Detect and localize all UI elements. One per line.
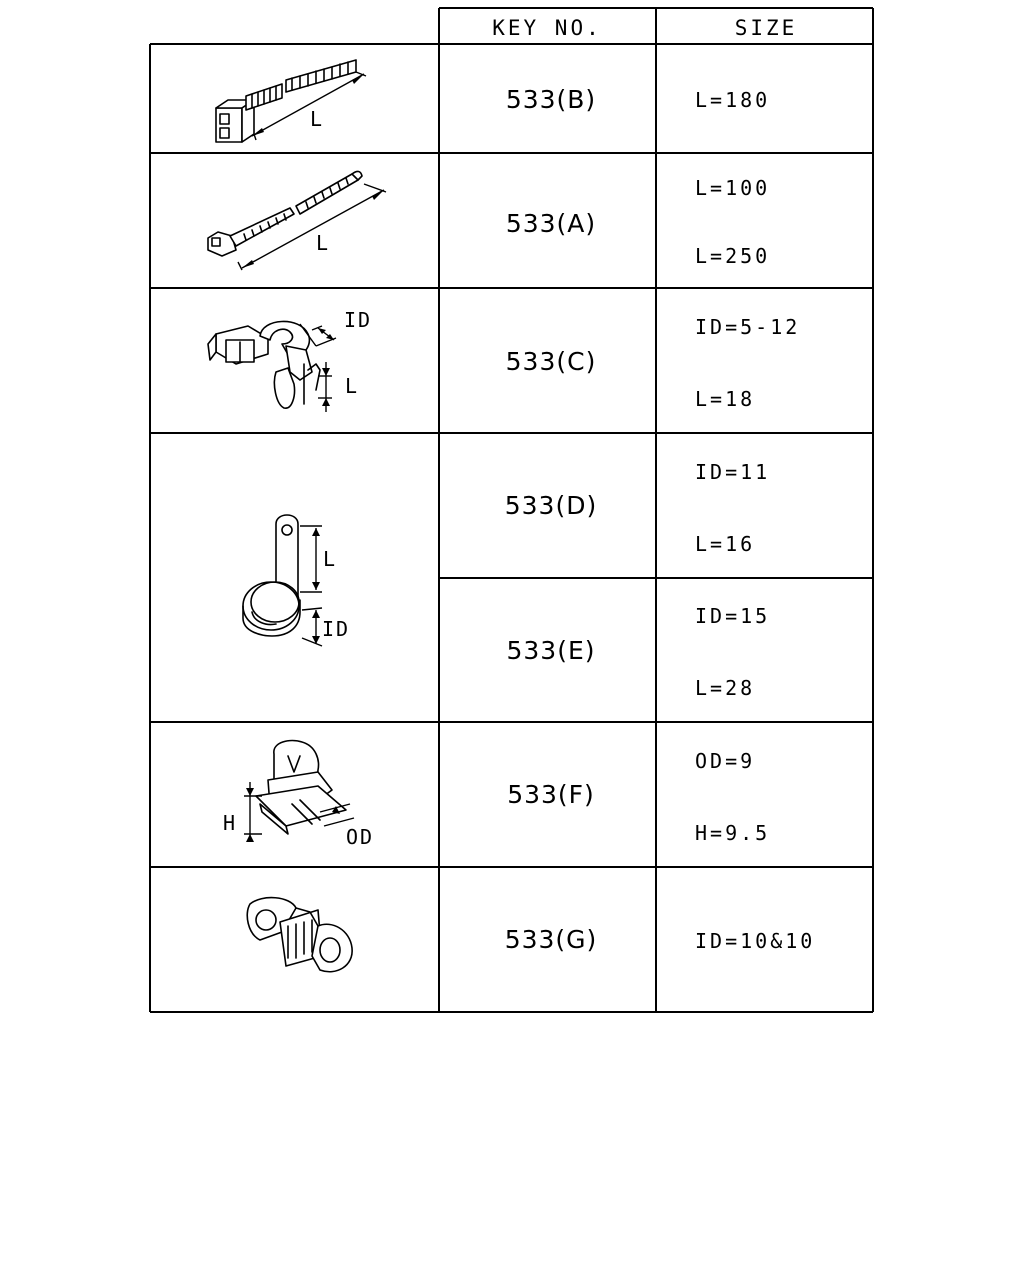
size-533b-l: L=180: [695, 88, 771, 112]
size-533a-l1: L=100: [695, 176, 771, 200]
dimension-label-l-clamp: L: [323, 547, 338, 571]
size-533e-l: L=28: [695, 676, 756, 700]
header-size: SIZE: [734, 16, 798, 40]
key-no-533g: 533(G): [504, 925, 598, 954]
cable-tie-short-icon: [216, 60, 356, 142]
key-no-533a: 533(A): [505, 209, 597, 238]
size-533g-id: ID=10&10: [695, 929, 816, 953]
size-533f-h: H=9.5: [695, 821, 771, 845]
size-533d-id: ID=11: [695, 460, 771, 484]
size-533a-l2: L=250: [695, 244, 771, 268]
dimension-label-l-tie-b: L: [310, 107, 325, 131]
dimension-label-l-tie-a: L: [316, 231, 331, 255]
p-clamp-icon: [243, 515, 300, 636]
size-533c-l: L=18: [695, 387, 756, 411]
size-533d-l: L=16: [695, 532, 756, 556]
key-no-533e: 533(E): [506, 636, 596, 665]
size-533e-id: ID=15: [695, 604, 771, 628]
key-no-533f: 533(F): [507, 780, 595, 809]
size-533f-od: OD=9: [695, 749, 756, 773]
header-key-no: KEY NO.: [492, 16, 602, 40]
key-no-533b: 533(B): [505, 85, 597, 114]
size-533c-id: ID=5-12: [695, 315, 801, 339]
dimension-label-l-clip-c: L: [345, 374, 360, 398]
dimension-l-clamp: [300, 526, 322, 646]
key-no-533c: 533(C): [505, 347, 597, 376]
harness-clip-icon: [208, 321, 320, 408]
dimension-label-id-clamp: ID: [322, 617, 351, 641]
dimension-label-h-clip-f: H: [223, 811, 238, 835]
double-hose-clip-icon: [247, 898, 352, 972]
key-no-533d: 533(D): [504, 491, 598, 520]
dimension-label-id-clip-c: ID: [344, 308, 373, 332]
dimension-label-od-clip-f: OD: [346, 825, 375, 849]
cable-tie-long-icon: [208, 171, 362, 256]
push-mount-clip-icon: [256, 741, 346, 835]
